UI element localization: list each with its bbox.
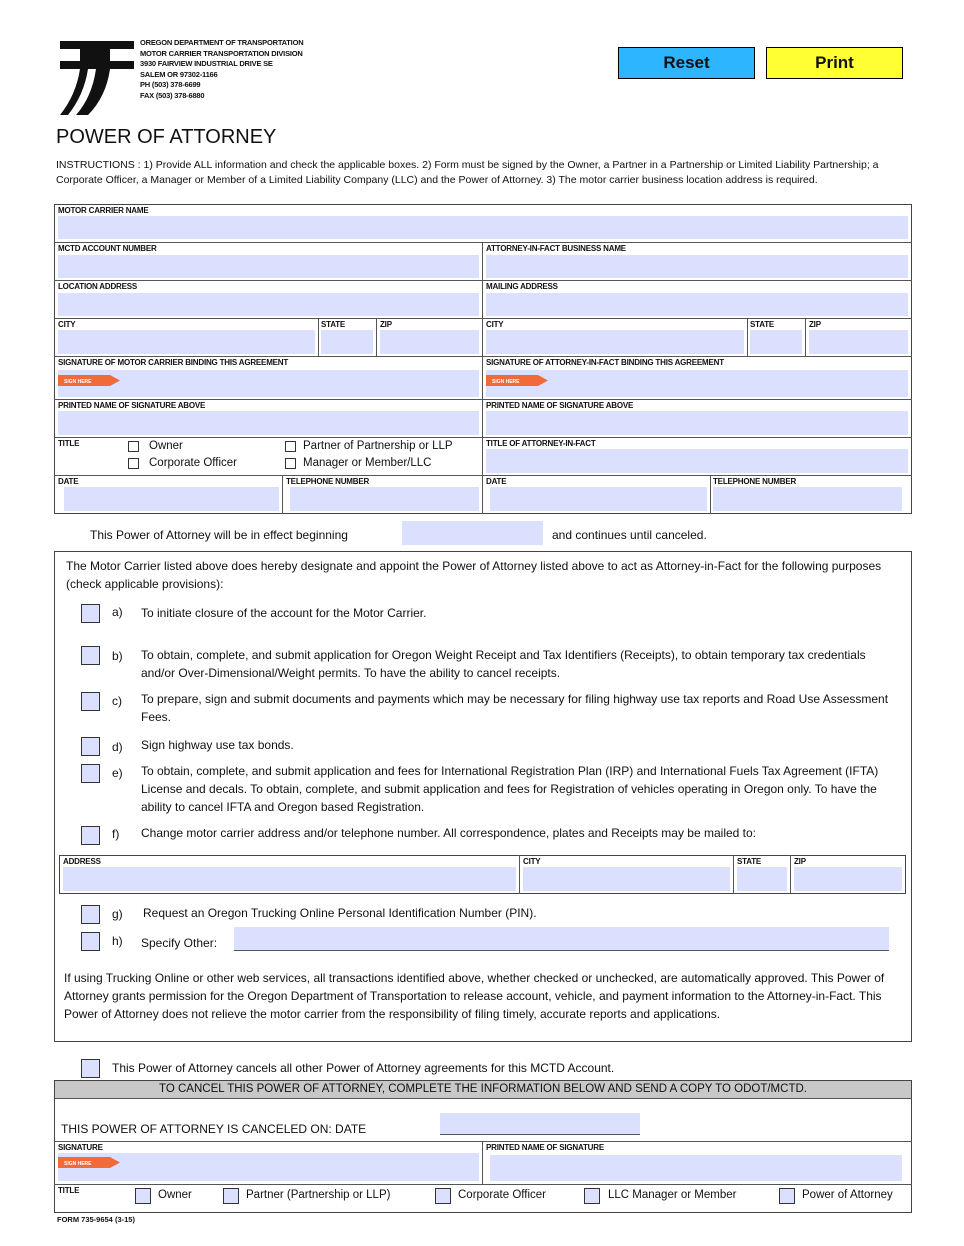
alt-city-label: CITY	[523, 857, 541, 866]
effective-date-field[interactable]	[402, 521, 543, 545]
cancel-partner-label: Partner (Partnership or LLP)	[246, 1189, 391, 1201]
mailing-zip-label: ZIP	[809, 320, 821, 329]
purpose-b-checkbox[interactable]	[81, 646, 100, 665]
alt-city-field[interactable]	[523, 867, 730, 891]
state-field[interactable]	[321, 330, 373, 354]
purpose-h-text: Specify Other:	[141, 936, 218, 950]
cancel-all-checkbox[interactable]	[81, 1059, 100, 1078]
cancel-section-header: TO CANCEL THIS POWER OF ATTORNEY, COMPLETE THE INFORMATION BELOW AND SEND A COPY TO ODOT/MCTD.	[55, 1081, 911, 1098]
print-button[interactable]: Print	[766, 47, 903, 79]
cancel-printed-name-label: PRINTED NAME OF SIGNATURE	[486, 1143, 604, 1152]
purpose-h-letter: h)	[112, 934, 123, 948]
carrier-printed-name-field[interactable]	[58, 411, 479, 435]
alt-zip-field[interactable]	[794, 867, 902, 891]
svg-text:SIGN HERE: SIGN HERE	[64, 379, 92, 385]
purpose-c-checkbox[interactable]	[81, 692, 100, 711]
purposes-intro: The Motor Carrier listed above does hereby designate and appoint the Power of Attorney listed above to act as Attorney-in-Fact for the following purposes (check applicable provisions):	[66, 559, 882, 591]
canceled-on-text: THIS POWER OF ATTORNEY IS CANCELED ON: DATE	[61, 1122, 367, 1136]
title-corporate-label: Corporate Officer	[149, 457, 237, 469]
purpose-a-letter: a)	[112, 605, 123, 619]
attorney-phone-field[interactable]	[713, 487, 902, 511]
mailing-state-field[interactable]	[750, 330, 802, 354]
location-address-label: LOCATION ADDRESS	[58, 282, 138, 291]
alt-state-field[interactable]	[737, 867, 787, 891]
mailing-city-label: CITY	[486, 320, 504, 329]
purpose-e-checkbox[interactable]	[81, 764, 100, 783]
purpose-d-letter: d)	[112, 740, 123, 754]
title-owner-checkbox[interactable]	[128, 441, 139, 452]
attorney-business-name-field[interactable]	[486, 255, 908, 278]
sign-here-flag	[486, 375, 548, 386]
mailing-state-label: STATE	[750, 320, 775, 329]
specify-other-field[interactable]	[234, 927, 889, 951]
attorney-printed-name-label: PRINTED NAME OF SIGNATURE ABOVE	[486, 401, 634, 410]
agency-address: OREGON DEPARTMENT OF TRANSPORTATION MOTOR CARRIER TRANSPORTATION DIVISION 3930 FAIRVIEW INDUSTRIAL DRIVE SE SALEM OR 97302-1166 PH (503) 378-6699 FAX (503) 378-6880	[140, 38, 304, 100]
state-label: STATE	[321, 320, 346, 329]
carrier-signature-field[interactable]	[58, 370, 479, 397]
purpose-d-text: Sign highway use tax bonds.	[141, 738, 294, 752]
zip-label: ZIP	[380, 320, 392, 329]
purpose-a-text: To initiate closure of the account for the Motor Carrier.	[141, 606, 427, 620]
purpose-d-checkbox[interactable]	[81, 737, 100, 756]
attorney-date-field[interactable]	[490, 487, 707, 511]
page-title: POWER OF ATTORNEY	[56, 126, 277, 148]
carrier-phone-label: TELEPHONE NUMBER	[286, 477, 370, 486]
mailing-address-field[interactable]	[486, 293, 908, 316]
attorney-signature-label: SIGNATURE OF ATTORNEY-IN-FACT BINDING THIS AGREEMENT	[486, 358, 724, 367]
location-address-field[interactable]	[58, 293, 479, 316]
cancel-signature-label: SIGNATURE	[58, 1143, 103, 1152]
cancel-poa-checkbox[interactable]	[779, 1188, 795, 1204]
cancel-title-label: TITLE	[58, 1186, 80, 1195]
cancel-partner-checkbox[interactable]	[223, 1188, 239, 1204]
cancel-poa-label: Power of Attorney	[802, 1189, 893, 1201]
title-partner-label: Partner of Partnership or LLP	[303, 440, 453, 452]
cancel-llc-label: LLC Manager or Member	[608, 1189, 737, 1201]
alt-address-label: ADDRESS	[63, 857, 101, 866]
purpose-f-checkbox[interactable]	[81, 826, 100, 845]
attorney-signature-field[interactable]	[486, 370, 908, 397]
attorney-title-label: TITLE OF ATTORNEY-IN-FACT	[486, 439, 596, 448]
cancel-llc-checkbox[interactable]	[584, 1188, 600, 1204]
mctd-account-field[interactable]	[58, 255, 479, 278]
carrier-signature-label: SIGNATURE OF MOTOR CARRIER BINDING THIS AGREEMENT	[58, 358, 289, 367]
title-corporate-checkbox[interactable]	[128, 458, 139, 469]
cancel-owner-checkbox[interactable]	[135, 1188, 151, 1204]
carrier-printed-name-label: PRINTED NAME OF SIGNATURE ABOVE	[58, 401, 206, 410]
title-partner-checkbox[interactable]	[285, 441, 296, 452]
canceled-date-field[interactable]	[440, 1113, 640, 1135]
purpose-f-text: Change motor carrier address and/or telephone number. All correspondence, plates and Receipts may be mailed to:	[141, 826, 757, 840]
title-owner-label: Owner	[149, 440, 183, 452]
purpose-b-text: To obtain, complete, and submit application for Oregon Weight Receipt and Tax Identifiers (Receipts), to obtain temporary tax credentials and/or Over-Dimensional/Weight permits. To have the ability to cancel receipts.	[141, 648, 866, 680]
purpose-e-text: To obtain, complete, and submit application and fees for International Registration Plan (IRP) and International Fuels Tax Agreement (IFTA) License and decals. To obtain, complete, and submit application and fees for Registration of vehicles operating in Oregon only. To have the ability to cancel IFTA and Oregon based Registration.	[141, 764, 879, 814]
effect-text-after: and continues until canceled.	[552, 528, 707, 542]
attorney-title-field[interactable]	[486, 449, 908, 473]
mailing-zip-field[interactable]	[809, 330, 908, 354]
purpose-g-checkbox[interactable]	[81, 905, 100, 924]
cancel-signature-field[interactable]	[58, 1153, 479, 1181]
city-label: CITY	[58, 320, 76, 329]
title-manager-label: Manager or Member/LLC	[303, 457, 432, 469]
alt-address-field[interactable]	[63, 867, 516, 891]
form-number: FORM 735-9654 (3-15)	[57, 1215, 135, 1224]
motor-carrier-name-label: MOTOR CARRIER NAME	[58, 206, 149, 215]
attorney-phone-label: TELEPHONE NUMBER	[713, 477, 797, 486]
mailing-address-label: MAILING ADDRESS	[486, 282, 558, 291]
purpose-c-text: To prepare, sign and submit documents and payments which may be necessary for filing highway use tax reports and Road Use Assessment Fees.	[141, 692, 889, 724]
cancel-corporate-checkbox[interactable]	[435, 1188, 451, 1204]
attorney-printed-name-field[interactable]	[486, 411, 908, 435]
sign-here-flag	[58, 375, 120, 386]
purpose-e-letter: e)	[112, 766, 123, 780]
instructions: INSTRUCTIONS : 1) Provide ALL information and check the applicable boxes. 2) Form must be signed by the Owner, a Partner in a Partnership or Limited Liability Partnership; a Corporate Officer, a Manager or Member of a Limited Liability Company (LLC) and the Power of Attorney. 3) The motor carrier business location address is required.	[56, 159, 879, 186]
cancel-owner-label: Owner	[158, 1189, 192, 1201]
carrier-phone-field[interactable]	[290, 487, 479, 511]
odot-logo	[58, 37, 136, 119]
purposes-footer: If using Trucking Online or other web services, all transactions identified above, whether checked or unchecked, are automatically approved. This Power of Attorney grants permission for the Oregon Department of Transportation to release account, vehicle, and payment information to the Attorney-in-Fact. This Power of Attorney does not relieve the motor carrier from the responsibility of filing timely, accurate reports and applications.	[64, 971, 885, 1021]
cancel-corporate-label: Corporate Officer	[458, 1189, 546, 1201]
purpose-c-letter: c)	[112, 694, 122, 708]
effect-text-before: This Power of Attorney will be in effect beginning	[90, 528, 348, 542]
alt-state-label: STATE	[737, 857, 762, 866]
purpose-b-letter: b)	[112, 649, 123, 663]
purpose-g-text: Request an Oregon Trucking Online Personal Identification Number (PIN).	[143, 906, 537, 920]
carrier-date-field[interactable]	[64, 487, 279, 511]
sign-here-flag	[58, 1157, 120, 1168]
city-field[interactable]	[58, 330, 315, 354]
carrier-date-label: DATE	[58, 477, 79, 486]
svg-text:SIGN HERE: SIGN HERE	[64, 1161, 92, 1167]
title-label: TITLE	[58, 439, 80, 448]
purpose-a-checkbox[interactable]	[81, 604, 100, 623]
attorney-date-label: DATE	[486, 477, 507, 486]
mctd-account-label: MCTD ACCOUNT NUMBER	[58, 244, 157, 253]
zip-field[interactable]	[380, 330, 479, 354]
purpose-h-checkbox[interactable]	[81, 932, 100, 951]
mailing-city-field[interactable]	[486, 330, 744, 354]
svg-text:SIGN HERE: SIGN HERE	[492, 379, 520, 385]
title-manager-checkbox[interactable]	[285, 458, 296, 469]
purpose-g-letter: g)	[112, 907, 123, 921]
alt-zip-label: ZIP	[794, 857, 806, 866]
reset-button[interactable]: Reset	[618, 47, 755, 79]
motor-carrier-name-field[interactable]	[58, 216, 908, 239]
purpose-f-letter: f)	[112, 827, 120, 841]
attorney-business-name-label: ATTORNEY-IN-FACT BUSINESS NAME	[486, 244, 626, 253]
cancel-printed-name-field[interactable]	[490, 1155, 902, 1181]
cancel-all-text: This Power of Attorney cancels all other Power of Attorney agreements for this MCTD Account.	[112, 1061, 615, 1075]
